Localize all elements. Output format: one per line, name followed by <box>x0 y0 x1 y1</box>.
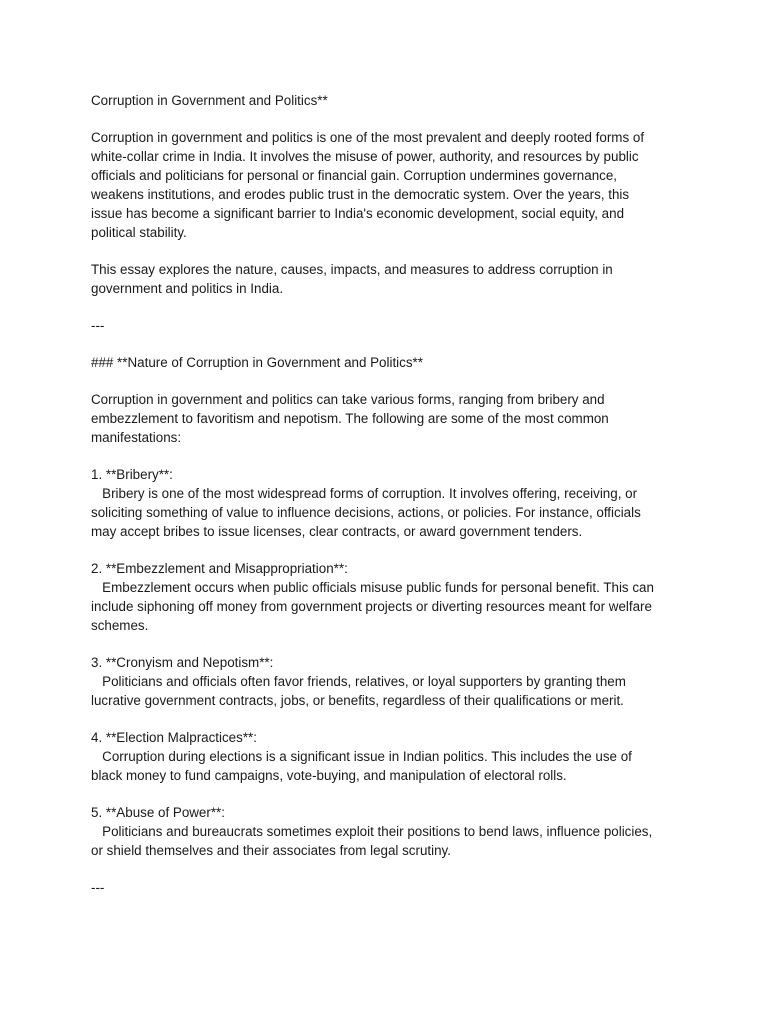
list-item-line: or shield themselves and their associates from legal scrutiny. <box>91 843 451 858</box>
paragraph-line: Corruption in government and politics can take various forms, ranging from bribery and <box>91 392 605 407</box>
list-item-bribery <box>91 465 691 541</box>
paragraph-line: issue has become a significant barrier to India's economic development, social equity, and <box>91 206 625 221</box>
spacer <box>91 372 691 390</box>
document-body <box>91 91 691 897</box>
spacer <box>91 447 691 465</box>
paragraph-line: weakens institutions, and erodes public trust in the democratic system. Over the years, this <box>91 187 630 202</box>
list-item-line: Politicians and bureaucrats sometimes exploit their positions to bend laws, influence policies, <box>91 824 653 839</box>
essay-scope-paragraph <box>91 260 691 298</box>
paragraph-line: Corruption in government and politics is one of the most prevalent and deeply rooted forms of <box>91 130 645 145</box>
list-item-line: include siphoning off money from government projects or diverting resources meant for welfare <box>91 599 652 614</box>
list-item-line: Embezzlement occurs when public officials misuse public funds for personal benefit. This can <box>91 580 654 595</box>
divider: --- <box>91 318 105 333</box>
spacer <box>91 710 691 728</box>
list-item-embezzlement <box>91 559 691 635</box>
document-title: Corruption in Government and Politics** <box>91 93 328 108</box>
paragraph-line: political stability. <box>91 225 187 240</box>
spacer <box>91 785 691 803</box>
spacer <box>91 541 691 559</box>
spacer <box>91 635 691 653</box>
section-heading: ### **Nature of Corruption in Government and Politics** <box>91 355 423 370</box>
paragraph-line: manifestations: <box>91 430 182 445</box>
list-item-heading: 5. **Abuse of Power**: <box>91 805 225 820</box>
list-item-line: may accept bribes to issue licenses, clear contracts, or award government tenders. <box>91 524 583 539</box>
paragraph-line: This essay explores the nature, causes, impacts, and measures to address corruption in <box>91 262 613 277</box>
paragraph-line: government and politics in India. <box>91 281 284 296</box>
list-item-heading: 3. **Cronyism and Nepotism**: <box>91 655 274 670</box>
spacer <box>91 242 691 260</box>
paragraph-line: officials and politicians for personal or financial gain. Corruption undermines governance, <box>91 168 618 183</box>
list-item-line: soliciting something of value to influence decisions, actions, or policies. For instance, officials <box>91 505 641 520</box>
divider: --- <box>91 880 105 895</box>
list-item-heading: 2. **Embezzlement and Misappropriation**: <box>91 561 348 576</box>
paragraph-line: white-collar crime in India. It involves the misuse of power, authority, and resources by public <box>91 149 639 164</box>
list-item-abuse-of-power <box>91 803 691 860</box>
intro-paragraph <box>91 128 691 242</box>
list-item-line: lucrative government contracts, jobs, or benefits, regardless of their qualifications or merit. <box>91 693 624 708</box>
list-item-heading: 4. **Election Malpractices**: <box>91 730 257 745</box>
list-item-line: schemes. <box>91 618 149 633</box>
list-item-line: Politicians and officials often favor friends, relatives, or loyal supporters by granting them <box>91 674 626 689</box>
spacer <box>91 860 691 878</box>
spacer <box>91 110 691 128</box>
spacer <box>91 298 691 316</box>
spacer <box>91 335 691 353</box>
list-item-heading: 1. **Bribery**: <box>91 467 173 482</box>
list-item-line: Bribery is one of the most widespread forms of corruption. It involves offering, receiving, or <box>91 486 638 501</box>
list-item-election-malpractices <box>91 728 691 785</box>
section-intro-paragraph <box>91 390 691 447</box>
list-item-line: black money to fund campaigns, vote-buying, and manipulation of electoral rolls. <box>91 768 567 783</box>
paragraph-line: embezzlement to favoritism and nepotism. The following are some of the most common <box>91 411 609 426</box>
list-item-cronyism <box>91 653 691 710</box>
list-item-line: Corruption during elections is a significant issue in Indian politics. This includes the use of <box>91 749 632 764</box>
